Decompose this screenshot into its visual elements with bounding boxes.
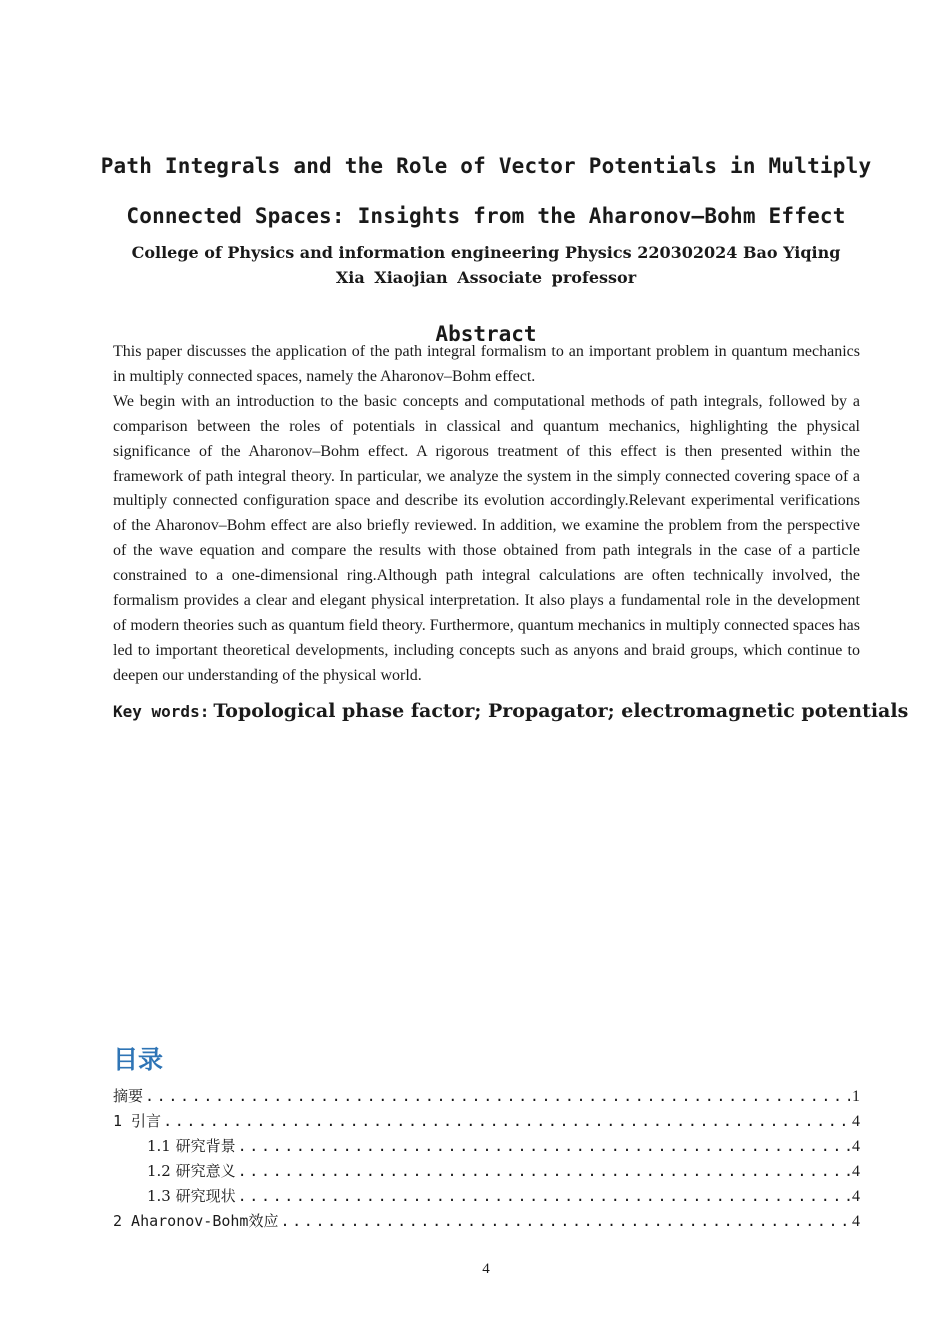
advisor-line: Xia Xiaojian Associate professor xyxy=(335,268,637,287)
toc-entry-page[interactable]: 4 xyxy=(852,1163,860,1180)
toc-dot-leader xyxy=(238,1162,850,1180)
toc-entry[interactable] xyxy=(113,1135,860,1160)
abstract-paragraph: This paper discusses the application of the path integral formalism to an important problem in quantum mechanics in multiply connected spaces, namely the Aharonov–Bohm effect. xyxy=(113,343,860,385)
toc-entry[interactable] xyxy=(113,1160,860,1185)
keywords xyxy=(113,700,909,722)
toc-entry[interactable] xyxy=(113,1085,860,1110)
keywords-text: Topological phase factor; Propagator; electromagnetic potentials xyxy=(213,700,909,722)
abstract-paragraph: We begin with an introduction to the basic concepts and computational methods of path integrals, followed by a comparison between the roles of potentials in classical and quantum mechanics, highlighting the physical significance of the Aharonov–Bohm effect. A rigorous treatment of this effect is then presented within the framework of path integral theory. In particular, we analyze the system in the simply connected covering space of a multiply connected configuration space and describe its evolution accordingly.Relevant experimental verifications of the Aharonov–Bohm effect are also briefly reviewed. In addition, we examine the problem from the perspective of the wave equation and compare the results with those obtained from path integrals in the case of a particle constrained to a one-dimensional ring.Although path integral calculations are often technically involved, the formalism provides a clear and elegant physical interpretation. It also plays a fundamental role in the development of modern theories such as quantum field theory. Furthermore, quantum mechanics in multiply connected spaces has led to important theoretical developments, including concepts such as anyons and braid groups, which continue to deepen our understanding of the physical world. xyxy=(113,392,860,684)
toc-entry-label[interactable]: 摘要 xyxy=(113,1087,144,1105)
toc-entry-label[interactable]: 1.1 研究背景 xyxy=(147,1137,236,1155)
toc-entry-label[interactable]: 1.3 研究现状 xyxy=(147,1187,236,1205)
page-number: 4 xyxy=(482,1261,490,1277)
keywords-label: Key words: xyxy=(113,702,210,721)
toc-entry[interactable] xyxy=(113,1210,860,1235)
abstract-body xyxy=(113,340,860,689)
toc-entry[interactable] xyxy=(113,1110,860,1135)
abstract-heading: Abstract xyxy=(435,322,537,347)
title-line-1: Path Integrals and the Role of Vector Potentials in Multiply xyxy=(100,154,872,178)
toc-dot-leader xyxy=(280,1212,850,1230)
toc-entry-page[interactable]: 4 xyxy=(852,1213,860,1230)
toc-entry[interactable] xyxy=(113,1185,860,1210)
toc-entry-page[interactable]: 4 xyxy=(852,1188,860,1205)
toc-dot-leader xyxy=(163,1112,850,1130)
table-of-contents xyxy=(113,1085,860,1235)
toc-dot-leader xyxy=(238,1187,850,1205)
toc-heading: 目录 xyxy=(113,1045,164,1074)
toc-entry-page[interactable]: 4 xyxy=(852,1113,860,1130)
toc-dot-leader xyxy=(145,1087,850,1105)
toc-entry-label[interactable]: 2 Aharonov-Bohm效应 xyxy=(113,1212,279,1230)
toc-entry-label[interactable]: 1 引言 xyxy=(113,1112,162,1130)
toc-entry-label[interactable]: 1.2 研究意义 xyxy=(147,1162,236,1180)
toc-dot-leader xyxy=(238,1137,850,1155)
toc-entry-page[interactable]: 4 xyxy=(852,1138,860,1155)
author-affiliation: College of Physics and information engineering Physics 220302024 Bao Yiqing xyxy=(131,243,841,262)
title-line-2: Connected Spaces: Insights from the Aharonov–Bohm Effect xyxy=(126,204,846,228)
toc-entry-page[interactable]: 1 xyxy=(852,1088,860,1105)
